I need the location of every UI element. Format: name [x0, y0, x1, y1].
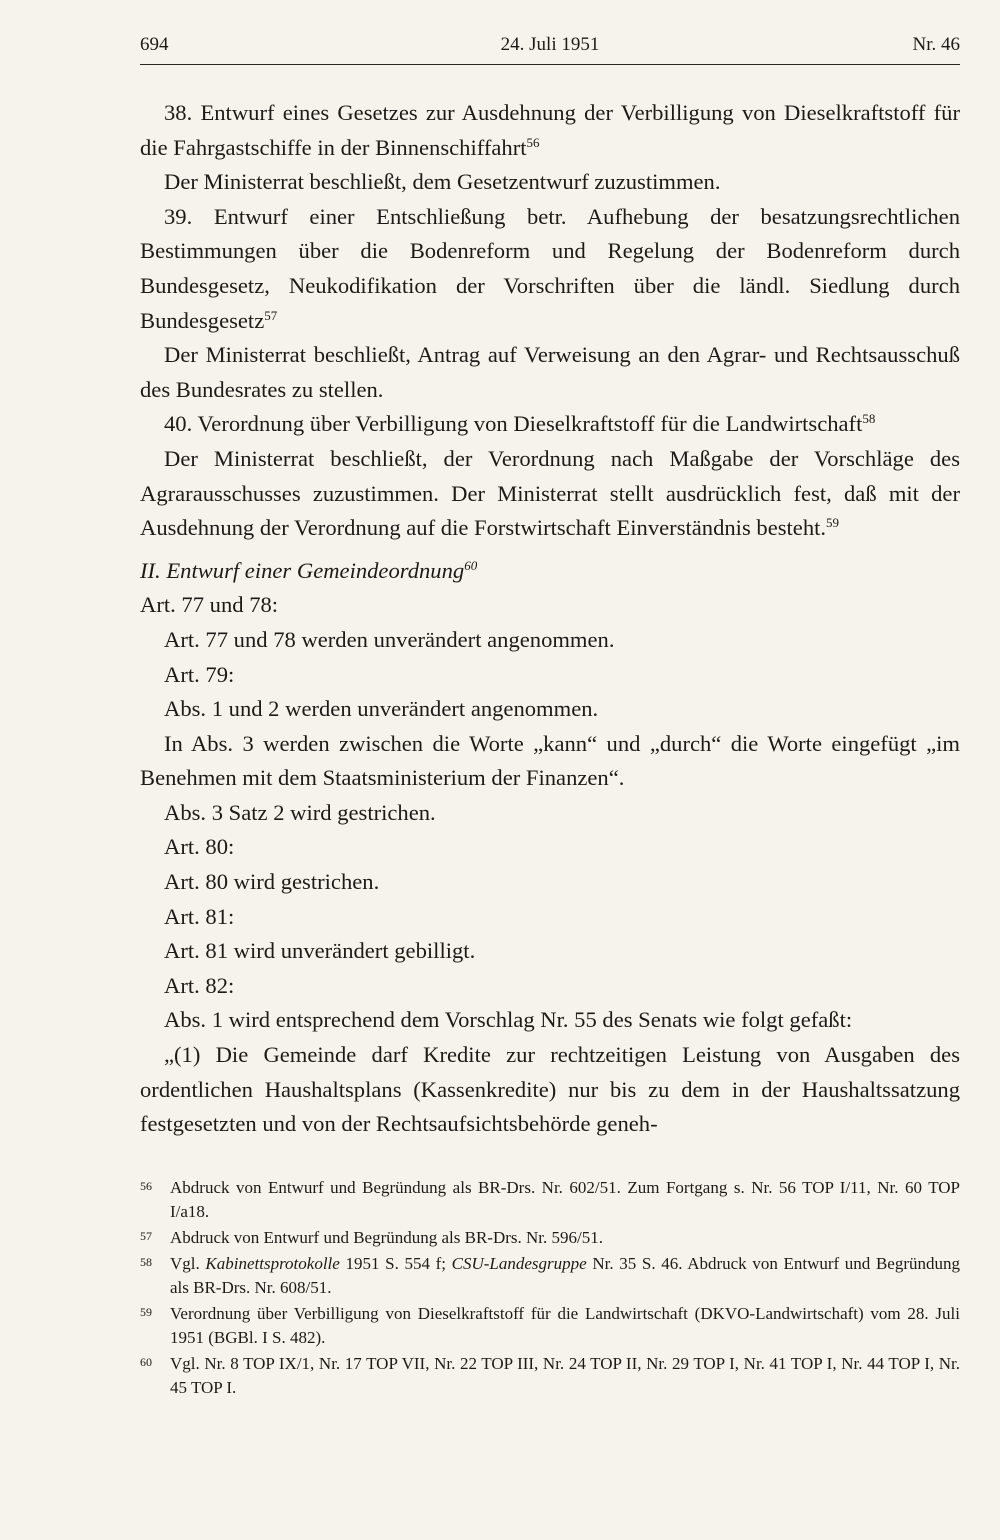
paragraph-decision-39: Der Ministerrat beschließt, Antrag auf Verweisung an den Agrar- und Rechtsausschuß des Bundesrates zu stellen. [140, 342, 960, 402]
article-line: Art. 82: [164, 972, 235, 998]
footnote-ref-58: 58 [862, 411, 876, 427]
paragraph-39: 39. Entwurf einer Entschließung betr. Aufhebung der besatzungsrechtlichen Bestimmungen über die Bodenreform und Regelung der Bodenreform durch Bundesgesetz, Neukodifikation der Vorschriften über die ländl. Siedlung durch Bundesgesetz$^{57}$ [140, 203, 960, 333]
footnote-58: 58 Vgl. Kabinettsprotokolle 1951 S. 554 f; CSU-Landesgruppe Nr. 35 S. 46. Abdruck von Entwurf und Begründung als BR-Drs. Nr. 608/51. [140, 1254, 960, 1297]
footnote-ref-56: 56 [526, 134, 540, 150]
article-line: Art. 77 und 78: [140, 592, 279, 618]
header-date: 24. Juli 1951 [500, 34, 600, 55]
footnotes [140, 1176, 960, 1402]
footnote-ref-57: 57 [264, 307, 278, 323]
page-number: 694 [140, 34, 169, 55]
article-line: In Abs. 3 werden zwischen die Worte „kann“ und „durch“ die Worte eingefügt „im Benehmen mit dem Staatsministerium der Finanzen“. [140, 730, 960, 791]
footnote-60: 60 Vgl. Nr. 8 TOP IX/1, Nr. 17 TOP VII, Nr. 22 TOP III, Nr. 24 TOP II, Nr. 29 TOP I, Nr. 41 TOP I, Nr. 44 TOP I, Nr. 45 TOP I. [140, 1354, 960, 1397]
section-heading: II. Entwurf einer Gemeindeordnung$^{60}$ [140, 557, 478, 583]
article-line: Art. 79: [164, 661, 235, 687]
article-line: Art. 77 und 78 werden unverändert angenommen. [164, 626, 615, 652]
main-text [140, 96, 960, 1142]
footnote-ref-59: 59 [826, 515, 840, 531]
article-line: Art. 81: [164, 903, 235, 929]
article-line: Abs. 1 und 2 werden unverändert angenommen. [164, 696, 599, 722]
article-line: Abs. 3 Satz 2 wird gestrichen. [164, 799, 436, 825]
article-line: Abs. 1 wird entsprechend dem Vorschlag Nr. 55 des Senats wie folgt gefaßt: [164, 1007, 853, 1033]
header-issue: Nr. 46 [912, 34, 960, 55]
footnote-56: 56 Abdruck von Entwurf und Begründung als BR-Drs. Nr. 602/51. Zum Fortgang s. Nr. 56 TOP I/11, Nr. 60 TOP I/a18. [140, 1178, 960, 1221]
footnote-59: 59 Verordnung über Verbilligung von Dieselkraftstoff für die Landwirtschaft (DKVO-Landwirtschaft) vom 28. Juli 1951 (BGBl. I S. 482). [140, 1304, 960, 1347]
footnote-57: 57 Abdruck von Entwurf und Begründung als BR-Drs. Nr. 596/51. [140, 1228, 603, 1247]
paragraph-decision-40: Der Ministerrat beschließt, der Verordnung nach Maßgabe der Vorschläge des Agrarausschusses zuzustimmen. Der Ministerrat stellt ausdrücklich fest, daß mit der Ausdehnung der Verordnung auf die Forstwirtschaft Einverständnis besteht.$^{59}$ [140, 445, 960, 541]
paragraph-decision-38: Der Ministerrat beschließt, dem Gesetzentwurf zuzustimmen. [164, 169, 721, 195]
article-line: Art. 80: [164, 834, 235, 860]
article-line: „(1) Die Gemeinde darf Kredite zur rechtzeitigen Leistung von Ausgaben des ordentlichen Haushaltsplans (Kassenkredite) nur bis zu dem in der Haushaltssatzung festgesetzten und von der Rechtsaufsichtsbehörde geneh- [140, 1042, 960, 1137]
paragraph-40: 40. Verordnung über Verbilligung von Dieselkraftstoff für die Landwirtschaft$^{58}$ [164, 411, 876, 437]
footnote-ref-60: 60 [464, 557, 478, 573]
article-line: Art. 80 wird gestrichen. [164, 869, 380, 895]
running-header [140, 30, 960, 65]
article-line: Art. 81 wird unverändert gebilligt. [164, 938, 476, 964]
paragraph-38: 38. Entwurf eines Gesetzes zur Ausdehnung der Verbilligung von Dieselkraftstoff für die Fahrgastschiffe in der Binnenschiffahrt$^{56}$ [140, 100, 960, 160]
